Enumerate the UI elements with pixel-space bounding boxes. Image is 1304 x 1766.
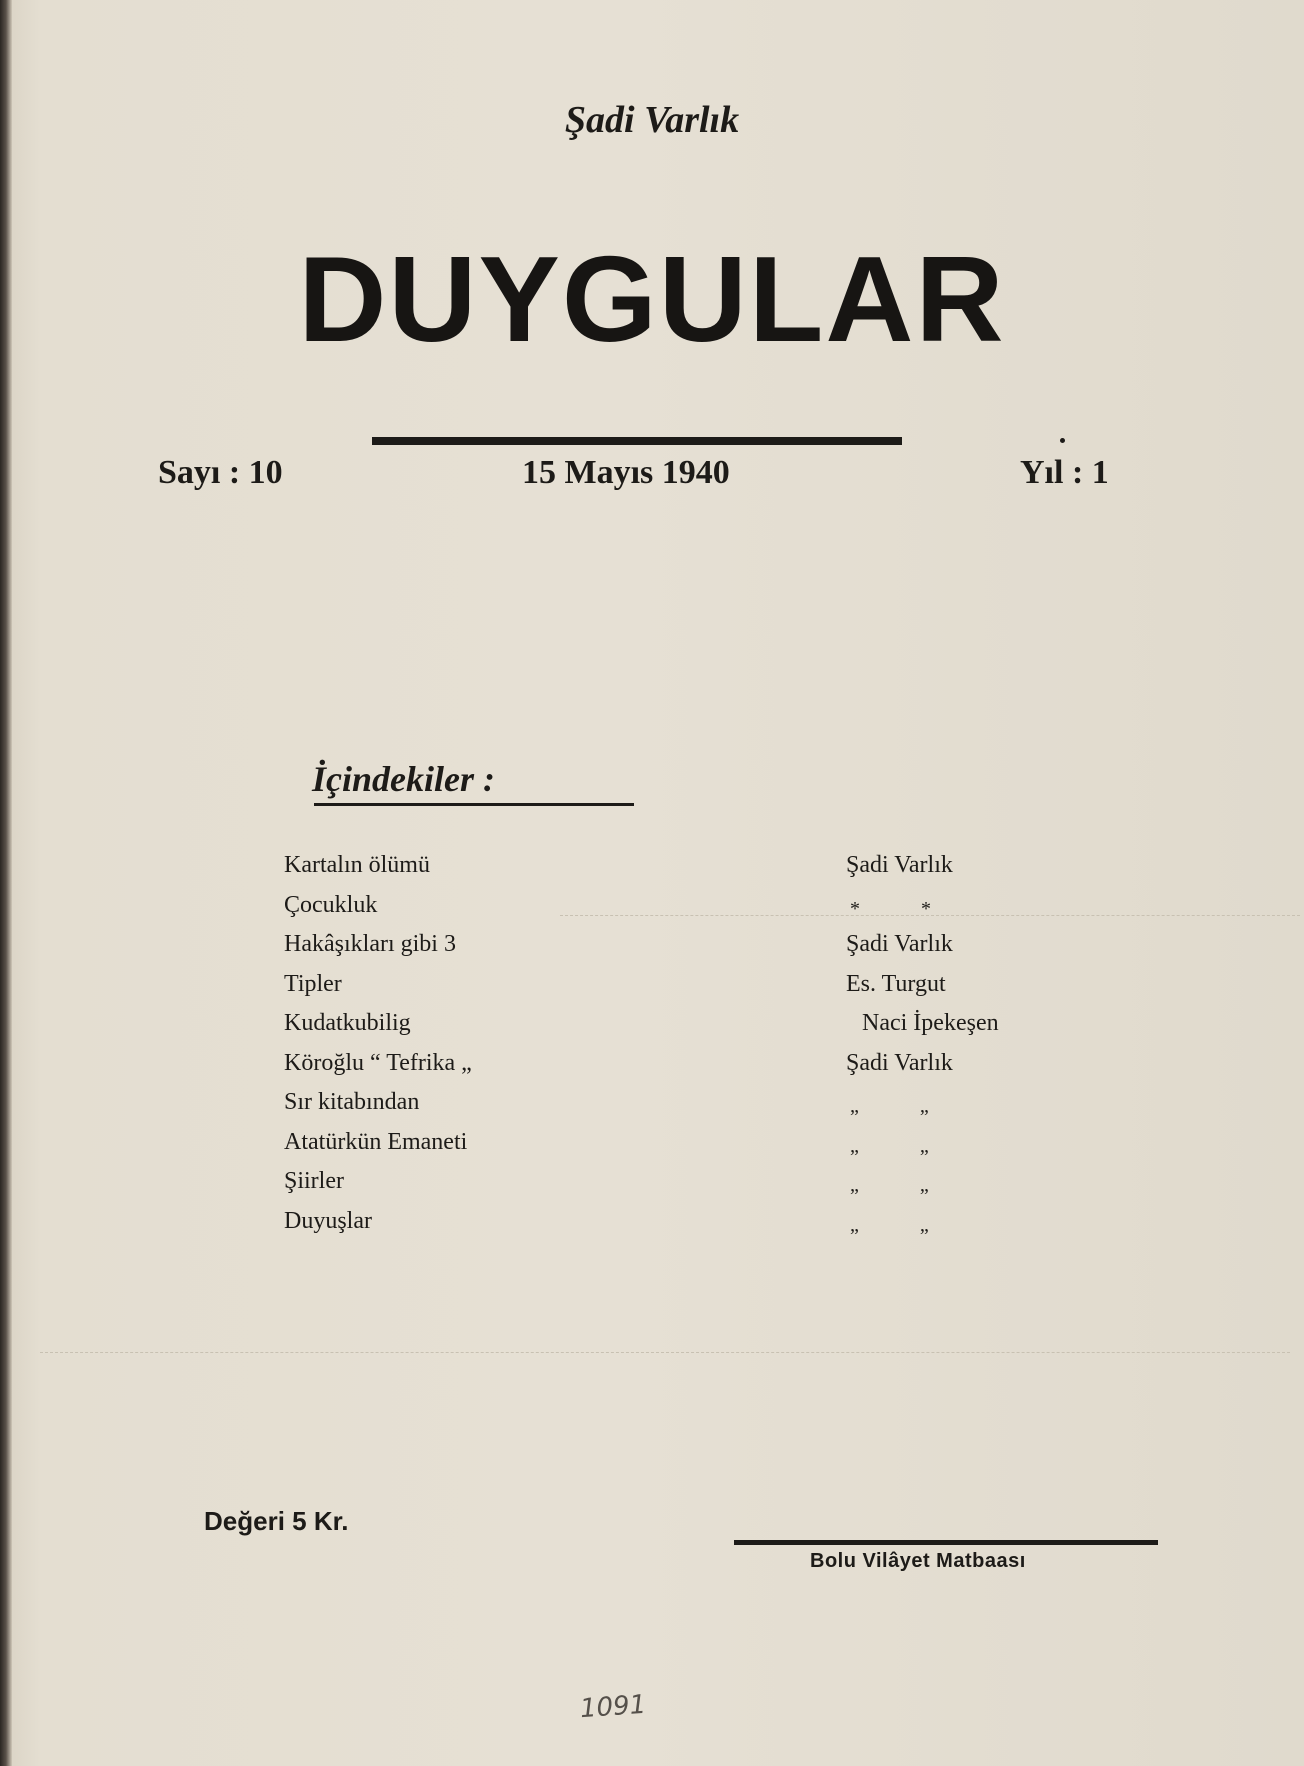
contents-row — [284, 971, 1064, 1011]
contents-author: „ „ — [850, 1095, 957, 1117]
contents-author: Şadi Varlık — [846, 1049, 953, 1076]
contents-heading: İçindekiler : — [312, 759, 495, 799]
contents-author: Naci İpekeşen — [862, 1010, 999, 1036]
contents-heading-underline — [314, 803, 634, 806]
contents-row — [284, 1129, 1064, 1169]
contents-title: Duyuşlar — [284, 1207, 372, 1234]
faint-fold-line — [40, 1352, 1290, 1353]
price-label: Değeri 5 Kr. — [204, 1506, 349, 1536]
contents-author: Şadi Varlık — [846, 852, 953, 878]
cover-author: Şadi Varlık — [564, 99, 740, 141]
contents-list — [284, 852, 1064, 1247]
contents-row — [284, 1010, 1064, 1050]
contents-title: Hakâşıkları gibi 3 — [284, 931, 456, 957]
contents-title: Çocukluk — [284, 891, 378, 918]
contents-row — [284, 852, 1064, 892]
contents-title: Kartalın ölümü — [284, 852, 430, 878]
magazine-title: DUYGULAR — [298, 231, 1006, 367]
contents-row — [284, 892, 1064, 932]
contents-author: „ „ — [850, 1213, 957, 1236]
contents-author: Şadi Varlık — [846, 931, 953, 957]
contents-row — [284, 1089, 1064, 1129]
contents-title: Köroğlu “ Tefrika „ — [284, 1049, 472, 1076]
contents-row — [284, 931, 1064, 971]
printer-name: Bolu Vilâyet Matbaası — [810, 1550, 1026, 1572]
issue-number: Sayı : 10 — [158, 454, 283, 491]
contents-title: Sır kitabından — [284, 1089, 420, 1115]
contents-title: Şiirler — [284, 1168, 344, 1194]
title-rule — [372, 437, 902, 445]
contents-title: Atatürkün Emaneti — [284, 1128, 468, 1155]
contents-author: „ „ — [850, 1134, 957, 1157]
issue-year: Yıl : 1 — [1020, 454, 1109, 491]
issue-date: 15 Mayıs 1940 — [522, 454, 730, 491]
handwritten-number: 1091 — [579, 1689, 648, 1725]
contents-row — [284, 1050, 1064, 1090]
contents-title: Tipler — [284, 970, 342, 997]
contents-row — [284, 1208, 1064, 1248]
contents-title: Kudatkubilig — [284, 1010, 411, 1036]
contents-author: Es. Turgut — [846, 970, 946, 997]
contents-author: * * — [850, 897, 959, 920]
ink-dot — [1060, 438, 1065, 443]
printer-rule — [734, 1540, 1158, 1545]
contents-author: „ „ — [850, 1174, 957, 1196]
contents-row — [284, 1168, 1064, 1208]
